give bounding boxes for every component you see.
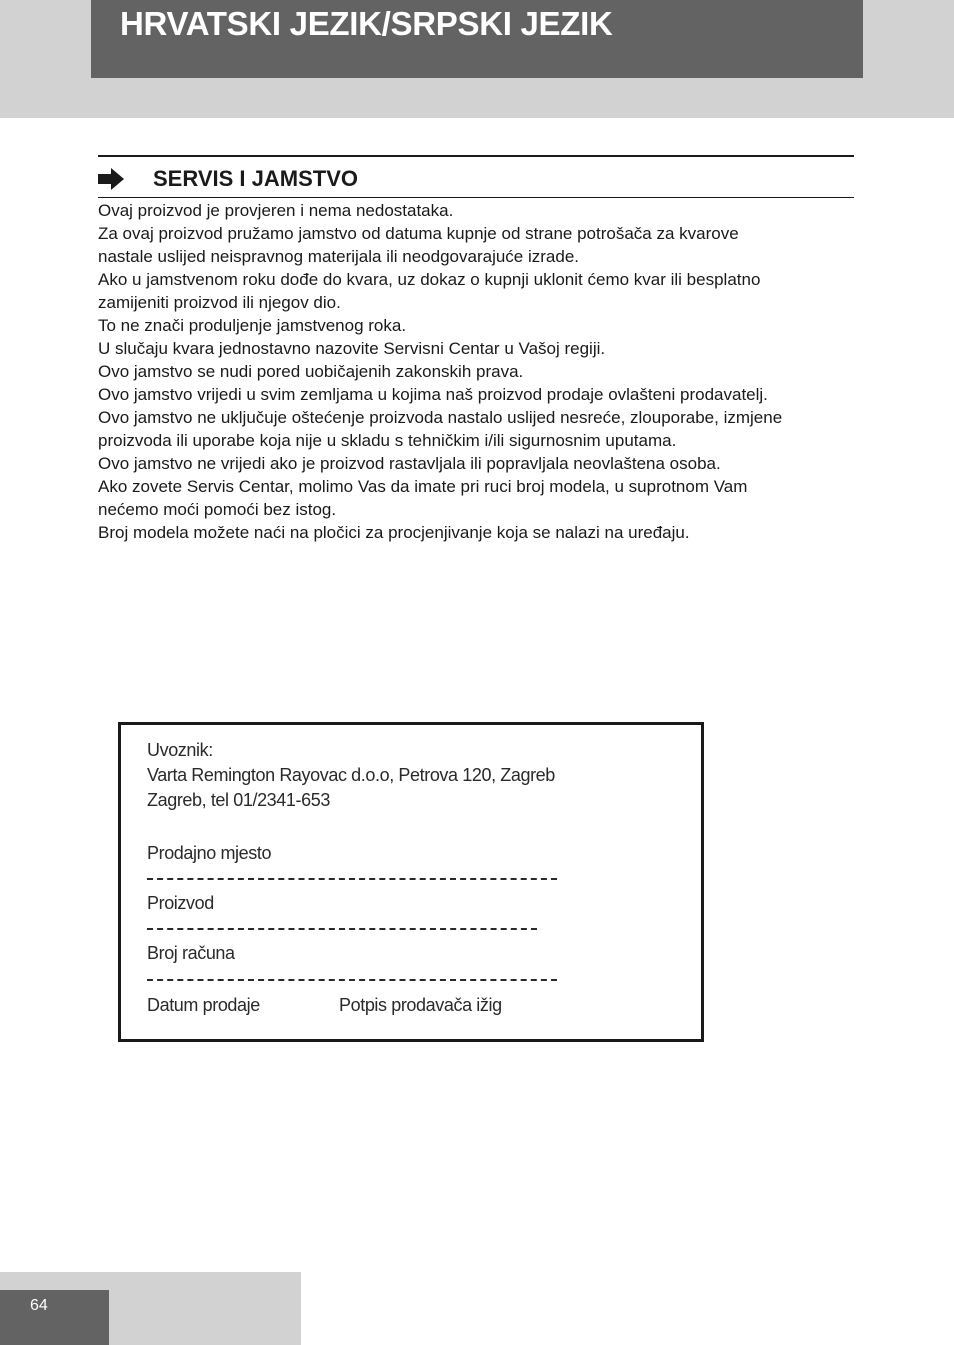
- warranty-text: [98, 199, 858, 544]
- importer-label: Uvoznik:: [147, 740, 213, 760]
- text-line: Za ovaj proizvod pružamo jamstvo od datuma kupnje od strane potrošača za kvarove: [98, 224, 739, 243]
- seller-signature-label: Potpis prodavača ižig: [339, 995, 502, 1015]
- sale-date-label: Datum prodaje: [147, 995, 260, 1015]
- section-title: SERVIS I JAMSTVO: [153, 166, 358, 191]
- arrow-right-icon: [98, 168, 124, 190]
- text-line: zamijeniti proizvod ili njegov dio.: [98, 293, 341, 312]
- warranty-card: [118, 722, 704, 1042]
- section-rule-bottom: [98, 197, 854, 198]
- page-number: 64: [30, 1297, 48, 1314]
- text-line: Ako zovete Servis Centar, molimo Vas da imate pri ruci broj modela, u suprotnom Vam: [98, 477, 748, 496]
- text-line: proizvoda ili uporabe koja nije u skladu s tehničkim i/ili sigurnosnim uputama.: [98, 431, 677, 450]
- text-line: Ovo jamstvo vrijedi u svim zemljama u kojima naš proizvod prodaje ovlašteni prodavatelj.: [98, 385, 768, 404]
- text-line: To ne znači produljenje jamstvenog roka.: [98, 316, 407, 335]
- text-line: Ako u jamstvenom roku dođe do kvara, uz dokaz o kupnji uklonit ćemo kvar ili besplatno: [98, 270, 761, 289]
- text-line: nećemo moći pomoći bez istog.: [98, 500, 337, 519]
- invoice-label: Broj računa: [147, 943, 235, 963]
- text-line: Ovo jamstvo se nudi pored uobičajenih zakonskih prava.: [98, 362, 524, 381]
- text-line: Ovo jamstvo ne vrijedi ako je proizvod rastavljala ili popravljala neovlaštena osoba.: [98, 454, 721, 473]
- text-line: U slučaju kvara jednostavno nazovite Servisni Centar u Vašoj regiji.: [98, 339, 606, 358]
- product-label: Proizvod: [147, 893, 214, 913]
- section-heading: [98, 165, 358, 193]
- sale-place-line[interactable]: [147, 878, 557, 880]
- text-line: Broj modela možete naći na pločici za procjenjivanje koja se nalazi na uređaju.: [98, 523, 690, 542]
- text-line: Ovaj proizvod je provjeren i nema nedostataka.: [98, 201, 454, 220]
- text-line: nastale uslijed neispravnog materijala ili neodgovarajuće izrade.: [98, 247, 580, 266]
- text-line: Ovo jamstvo ne uključuje oštećenje proizvoda nastalo uslijed nesreće, zlouporabe, izmjene: [98, 408, 783, 427]
- importer-phone: Zagreb, tel 01/2341-653: [147, 790, 330, 810]
- invoice-line[interactable]: [147, 979, 557, 981]
- importer-address: Varta Remington Rayovac d.o.o, Petrova 120, Zagreb: [147, 765, 555, 785]
- page-title: HRVATSKI JEZIK/SRPSKI JEZIK: [120, 5, 613, 42]
- page-number-box: [0, 1290, 109, 1345]
- sale-place-label: Prodajno mjesto: [147, 843, 272, 863]
- section-rule-top: [98, 155, 854, 157]
- product-line[interactable]: [147, 928, 537, 930]
